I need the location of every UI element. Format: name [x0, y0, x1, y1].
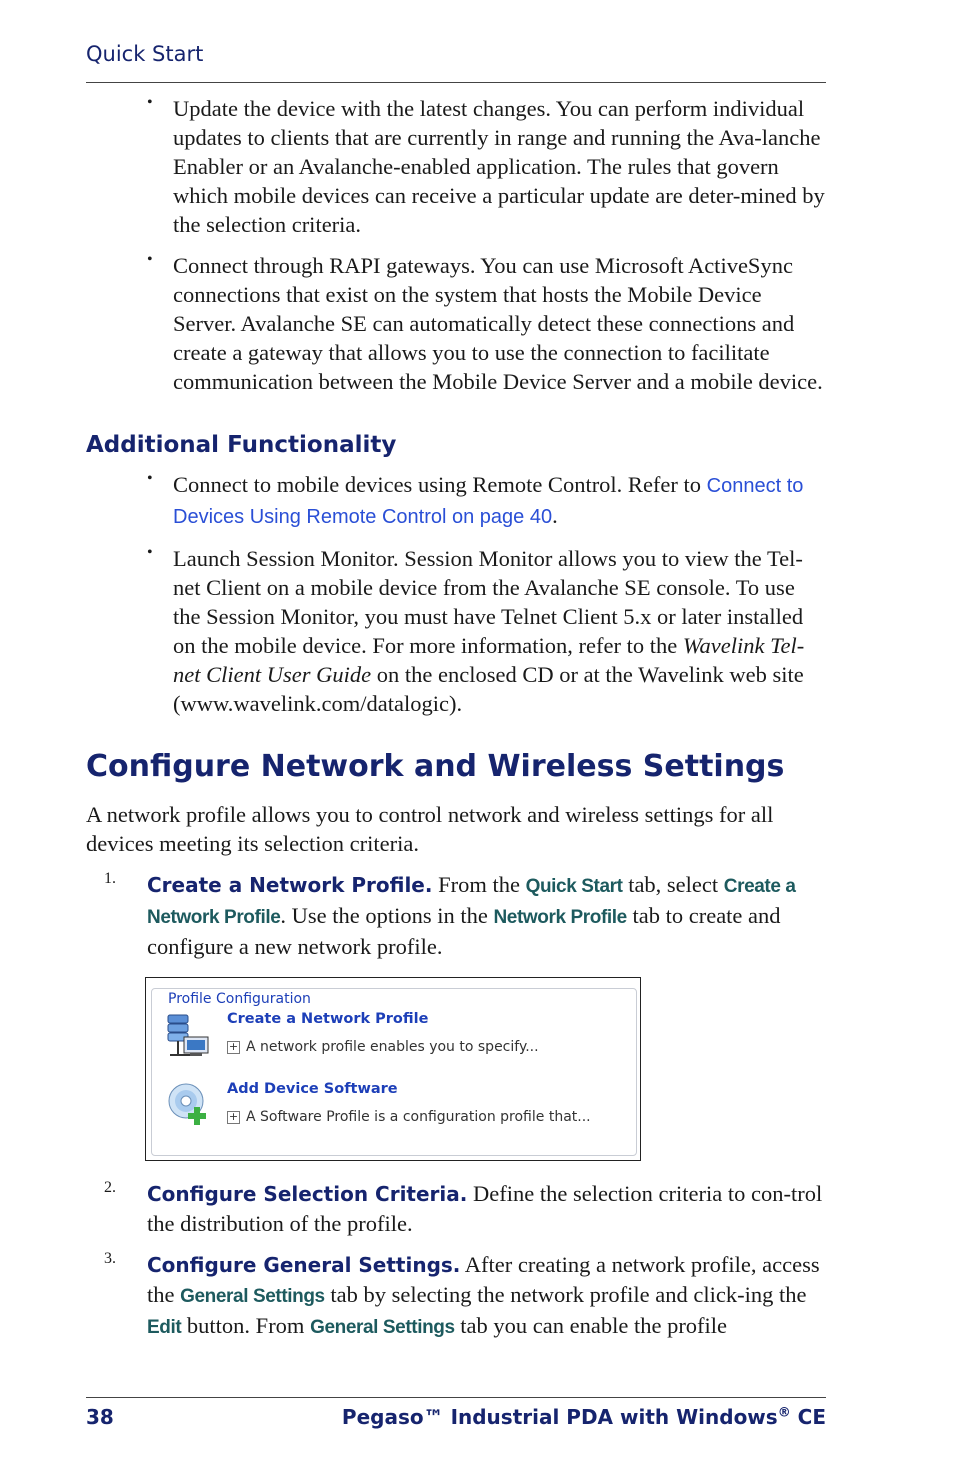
list-item: • Update the device with the latest changes. You can perform individual updates to clients that are currently in range and running the Ava-lanche Enabler or an Avalanche-enabled application. The rules that govern which mobile devices can receive a particular update are deter-mined by the selection criteria. — [147, 94, 825, 237]
list-item: • Connect through RAPI gateways. You can use Microsoft ActiveSync connections that exist on the system that hosts the Mobile Device Server. Avalanche SE can automatically detect these connections and create a gateway that allows you to use the connection to facilitate communication between the Mobile Device Server and a mobile device. — [86, 251, 826, 396]
guide-title: Wavelink Tel-net Client User Guide — [173, 633, 805, 687]
group-legend: Profile Configuration — [168, 991, 311, 1007]
page-content — [86, 94, 826, 1342]
profile-configuration-group — [151, 988, 637, 1156]
page-number: 38 — [86, 1405, 114, 1429]
expand-icon[interactable]: + — [228, 1110, 239, 1123]
profile-configuration-screenshot — [145, 977, 641, 1161]
section-heading-configure: Configure Network and Wireless Settings — [86, 749, 785, 784]
step-2: 2. Configure Selection Criteria. Define the selection criteria to con-trol the distribution of the profile. — [104, 1179, 823, 1236]
list-item: • Connect to mobile devices using Remote Control. Refer to Connect to Devices Using Remote Control on page 40. — [86, 470, 826, 532]
remote-control-link[interactable]: Connect to Devices Using Remote Control on page 40 — [173, 475, 804, 528]
expand-icon[interactable]: + — [228, 1040, 239, 1053]
software-cd-add-icon — [166, 1081, 214, 1129]
bullet-text: Connect to mobile devices using Remote Control. Refer to Connect to Devices Using Remote Control on page 40. — [173, 472, 804, 528]
add-device-software-link[interactable]: Add Device Software — [227, 1081, 398, 1097]
step-3: 3. Configure General Settings. After creating a network profile, access the General Settings tab by selecting the network profile and click-ing the Edit button. From General Settings tab you can enable the profile — [104, 1250, 820, 1338]
bullet-text: Connect through RAPI gateways. You can use Microsoft ActiveSync connections that exist on the system that hosts the Mobile Device Server. Avalanche SE can automatically detect these connections and create a gateway that allows you to use the connection to facilitate communication between the Mobile Device Server and a mobile device. — [173, 253, 823, 394]
step-1: 1. Create a Network Profile. From the Quick Start tab, select Create a Network Profile. Use the options in the Network Profile tab to create and configure a new network profile. — [104, 870, 796, 959]
running-header: Quick Start — [86, 42, 204, 66]
network-server-icon — [164, 1011, 212, 1059]
header-rule — [86, 82, 826, 83]
section-heading-additional: Additional Functionality — [86, 432, 397, 458]
bullet-text: Launch Session Monitor. Session Monitor allows you to view the Tel-net Client on a mobile device from the Avalanche SE console. To use the Session Monitor, you must have Telnet Client 5.x or later installed on the mobile device. For more information, refer to the Wavelink Tel-net Client User Guide on the enclosed CD or at the Wavelink web site (www.wavelink.com/datalogic). — [173, 546, 805, 716]
software-profile-description: + A Software Profile is a configuration profile that... — [228, 1109, 591, 1125]
network-profile-description: + A network profile enables you to specify... — [228, 1039, 539, 1055]
footer-title: Pegaso™ Industrial PDA with Windows® CE — [341, 1405, 826, 1429]
footer-rule — [86, 1397, 826, 1398]
configure-intro: A network profile allows you to control network and wireless settings for all devices meeting its selection criteria. — [86, 802, 774, 856]
list-item: • Launch Session Monitor. Session Monitor allows you to view the Tel-net Client on a mobile device from the Avalanche SE console. To use the Session Monitor, you must have Telnet Client 5.x or later installed on the mobile device. For more information, refer to the Wavelink Tel-net Client User Guide on the enclosed CD or at the Wavelink web site (www.wavelink.com/datalogic). — [86, 544, 826, 718]
create-network-profile-link[interactable]: Create a Network Profile — [227, 1011, 429, 1027]
bullet-text: Update the device with the latest changes. You can perform individual updates to clients that are currently in range and running the Ava-lanche Enabler or an Avalanche-enabled application. The rules that govern which mobile devices can receive a particular update are deter-mined by the selection criteria. — [173, 96, 825, 237]
